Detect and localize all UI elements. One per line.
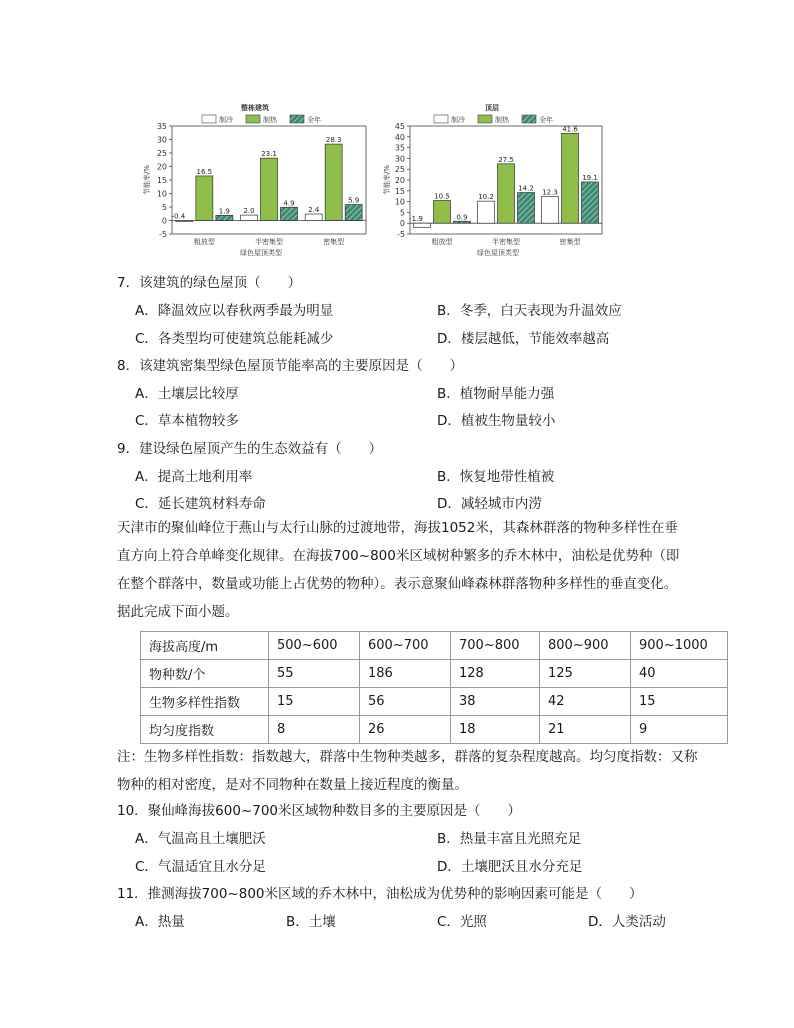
- y-tick-label: -5: [159, 230, 167, 239]
- bar-data-label: 1.9: [218, 207, 230, 216]
- legend-label: 制热: [495, 116, 509, 124]
- q8-option-d: D．植被生物量较小: [437, 413, 556, 429]
- bar-data-label: 23.1: [261, 150, 277, 159]
- chart-top-floor: [380, 100, 610, 265]
- bar: [281, 207, 298, 220]
- bar: [478, 201, 495, 223]
- x-category-label: 粗放型: [193, 238, 215, 246]
- bar: [305, 214, 322, 220]
- q9-option-a: A．提高土地利用率: [135, 469, 253, 485]
- q10-option-a: A．气温高且土壤肥沃: [135, 831, 266, 847]
- q11-option-b: B．土壤: [286, 914, 336, 930]
- bar: [196, 176, 213, 221]
- q7-option-c: C．各类型均可使建筑总能耗减少: [135, 331, 334, 347]
- legend-swatch: [202, 115, 216, 123]
- bar-data-label: 5.9: [348, 196, 360, 205]
- y-tick-label: 15: [394, 186, 405, 196]
- legend-label: 制热: [263, 116, 277, 124]
- bar-data-label: 27.5: [498, 155, 514, 164]
- legend-swatch: [246, 115, 260, 123]
- bar: [414, 223, 431, 227]
- table-cell: 186: [360, 660, 451, 688]
- bar-data-label: 10.5: [434, 192, 450, 201]
- y-axis-label: 节能率/%: [383, 164, 391, 196]
- question-8-stem: 8．该建筑密集型绿色屋顶节能率高的主要原因是（ ）: [117, 358, 464, 374]
- bar: [241, 215, 258, 220]
- bar-data-label: -0.4: [171, 212, 186, 221]
- x-axis-label: 绿色屋顶类型: [477, 249, 519, 257]
- chart-title: 顶层: [485, 104, 499, 112]
- table-header-cell: 500~600: [269, 632, 360, 660]
- legend-swatch: [522, 115, 536, 123]
- table-row: [141, 660, 728, 688]
- bar-data-label: 41.6: [562, 125, 578, 134]
- y-tick-label: 30: [156, 135, 167, 145]
- bar-data-label: 2.4: [308, 206, 320, 215]
- x-category-label: 密集型: [323, 238, 345, 246]
- chart-whole-building: [140, 100, 372, 265]
- y-tick-label: 45: [394, 122, 405, 131]
- table-row: [141, 688, 728, 716]
- y-tick-label: 25: [394, 165, 405, 175]
- table-cell: 56: [360, 688, 451, 716]
- legend-label: 全年: [307, 116, 321, 124]
- bar: [542, 197, 559, 224]
- bar-data-label: 4.9: [283, 199, 295, 208]
- y-tick-label: 40: [394, 132, 405, 142]
- bar: [518, 193, 535, 224]
- legend-swatch: [478, 115, 492, 123]
- q10-option-b: B．热量丰富且光照充足: [437, 831, 582, 847]
- y-tick-label: 10: [156, 189, 167, 199]
- table-cell: 15: [269, 688, 360, 716]
- table-header-cell: 700~800: [451, 632, 540, 660]
- y-tick-label: -5: [397, 230, 405, 239]
- table-cell: 125: [540, 660, 631, 688]
- bar-data-label: 10.2: [478, 193, 494, 202]
- bar-data-label: 28.3: [325, 136, 342, 145]
- y-axis-label: 节能率/%: [143, 164, 151, 196]
- question-9-stem: 9．建设绿色屋顶产生的生态效益有（ ）: [117, 441, 383, 457]
- table-header-cell: 900~1000: [631, 632, 728, 660]
- bar-data-label: -1.9: [409, 215, 423, 224]
- y-tick-label: 20: [156, 162, 167, 172]
- y-tick-label: 10: [394, 197, 405, 207]
- bar: [582, 182, 599, 223]
- table-header-cell: 800~900: [540, 632, 631, 660]
- table-cell: 15: [631, 688, 728, 716]
- bar: [454, 221, 471, 223]
- question-11-stem: 11．推测海拔700~800米区域的乔木林中，油松成为优势种的影响因素可能是（ ）: [117, 886, 643, 902]
- legend-label: 制冷: [451, 116, 465, 124]
- legend-label: 全年: [539, 116, 553, 124]
- q7-option-d: D．楼层越低，节能效率越高: [437, 331, 610, 347]
- q9-option-b: B．恢复地带性植被: [437, 469, 555, 485]
- y-tick-label: 35: [394, 143, 405, 153]
- bar: [216, 215, 233, 220]
- passage-paragraph: 天津市的聚仙峰位于燕山与太行山脉的过渡地带，海拔1052米，其森林群落的物种多样性在垂直方向上符合单峰变化规律。在海拔700~800米区域树种繁多的乔木林中，油松是优势种（即在整个群落中，数量或功能上占优势的物种）。表示意聚仙峰森林群落物种多样性的垂直变化。据此完成下面小题。: [117, 520, 680, 620]
- question-10-stem: 10．聚仙峰海拔600~700米区域物种数目多的主要原因是（ ）: [117, 803, 522, 819]
- table-cell: 55: [269, 660, 360, 688]
- q8-option-a: A．土壤层比较厚: [135, 386, 239, 402]
- chart-title: 整栋建筑: [241, 104, 269, 112]
- bar-data-label: 2.0: [243, 207, 255, 216]
- figure-charts: [140, 100, 610, 265]
- q7-option-b: B．冬季，白天表现为升温效应: [437, 303, 622, 319]
- q9-option-d: D．减轻城市内涝: [437, 496, 542, 512]
- table-cell: 128: [451, 660, 540, 688]
- y-tick-label: 35: [156, 122, 167, 131]
- table-cell: 物种数/个: [141, 660, 269, 688]
- q11-option-d: D．人类活动: [588, 914, 666, 930]
- table-cell: 8: [269, 716, 360, 744]
- bar-data-label: 19.1: [582, 173, 598, 182]
- q8-option-b: B．植物耐旱能力强: [437, 386, 555, 402]
- table-cell: 40: [631, 660, 728, 688]
- table-cell: 均匀度指数: [141, 716, 269, 744]
- table-note: 注：生物多样性指数：指数越大，群落中生物种类越多，群落的复杂程度越高。均匀度指数：又称物种的相对密度，是对不同物种在数量上接近程度的衡量。: [117, 749, 698, 793]
- y-tick-label: 30: [394, 154, 405, 164]
- bar: [325, 144, 342, 220]
- table-cell: 26: [360, 716, 451, 744]
- y-tick-label: 5: [161, 203, 167, 212]
- legend-swatch: [290, 115, 304, 123]
- table-header-row: [141, 632, 728, 660]
- bar-data-label: 16.5: [196, 167, 213, 176]
- table-cell: 18: [451, 716, 540, 744]
- x-category-label: 密集型: [559, 238, 581, 246]
- bar: [176, 221, 193, 222]
- y-tick-label: 0: [161, 216, 167, 226]
- y-tick-label: 15: [156, 176, 167, 185]
- y-tick-label: 20: [394, 176, 405, 185]
- table-cell: 生物多样性指数: [141, 688, 269, 716]
- bar-data-label: 14.2: [518, 184, 534, 193]
- q11-option-c: C．光照: [437, 914, 487, 930]
- x-category-label: 半密集型: [255, 238, 283, 246]
- q8-option-c: C．草本植物较多: [135, 413, 239, 429]
- q10-option-c: C．气温适宜且水分足: [135, 859, 266, 875]
- y-tick-label: 0: [399, 219, 405, 229]
- bar: [498, 164, 515, 223]
- table-cell: 42: [540, 688, 631, 716]
- bar: [261, 158, 278, 220]
- x-category-label: 粗放型: [431, 238, 453, 246]
- y-tick-label: 25: [156, 149, 167, 158]
- bar-data-label: 0.9: [456, 213, 468, 222]
- species-diversity-table: [140, 631, 728, 744]
- q10-option-d: D．土壤肥沃且水分充足: [437, 859, 583, 875]
- question-7-stem: 7．该建筑的绿色屋顶（ ）: [117, 275, 302, 291]
- table-cell: 21: [540, 716, 631, 744]
- table-cell: 38: [451, 688, 540, 716]
- table-row: [141, 716, 728, 744]
- x-axis-label: 绿色屋顶类型: [240, 249, 282, 257]
- bar: [562, 133, 579, 223]
- table-header-cell: 海拔高度/m: [141, 632, 269, 660]
- q11-option-a: A．热量: [135, 914, 185, 930]
- q7-option-a: A．降温效应以春秋两季最为明显: [135, 303, 334, 319]
- table-header-cell: 600~700: [360, 632, 451, 660]
- y-tick-label: 5: [399, 208, 405, 218]
- bar: [345, 205, 362, 221]
- table-cell: 9: [631, 716, 728, 744]
- bar: [434, 201, 451, 224]
- legend-swatch: [434, 115, 448, 123]
- x-category-label: 半密集型: [492, 238, 520, 246]
- legend-label: 制冷: [219, 116, 233, 124]
- bar-data-label: 12.3: [542, 188, 558, 197]
- q9-option-c: C．延长建筑材料寿命: [135, 496, 266, 512]
